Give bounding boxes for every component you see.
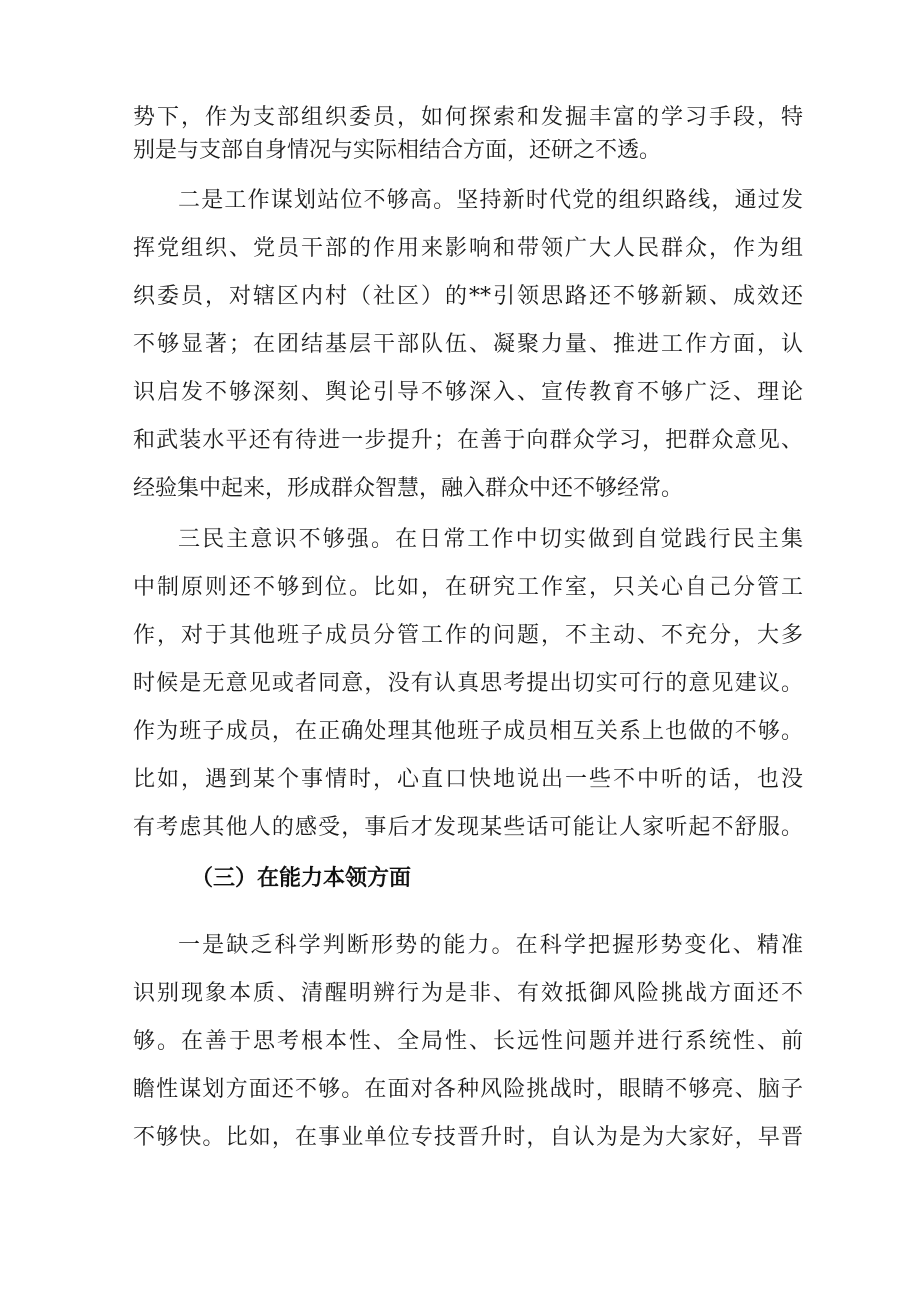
para2-line-4: 不够显著；在团结基层干部队伍、凝聚力量、推进工作方面，认 — [133, 332, 803, 357]
para2-line-3: 织委员，对辖区内村（社区）的**引领思路还不够新颖、成效还 — [133, 284, 803, 309]
para2-line-1: 二是工作谋划站位不够高。坚持新时代党的组织路线，通过发 — [178, 188, 803, 213]
para3-line-3: 作，对于其他班子成员分管工作的问题，不主动、不充分，大多 — [133, 623, 803, 648]
para2-line-7: 经验集中起来，形成群众智慧，融入群众中还不够经常。 — [133, 476, 684, 501]
para4-line-2: 识别现象本质、清醒明辨行为是非、有效抵御风险挑战方面还不 — [133, 981, 803, 1006]
para2-line-6: 和武装水平还有待进一步提升；在善于向群众学习，把群众意见、 — [133, 428, 803, 453]
para3-line-1: 三民主意识不够强。在日常工作中切实做到自觉践行民主集 — [178, 527, 803, 552]
para2-line-5: 识启发不够深刻、舆论引导不够深入、宣传教育不够广泛、理论 — [133, 380, 803, 405]
para3-line-4: 时候是无意见或者同意，没有认真思考提出切实可行的意见建议。 — [133, 671, 803, 696]
para4-line-1: 一是缺乏科学判断形势的能力。在科学把握形势变化、精准 — [178, 933, 803, 958]
section-heading: （三）在能力本领方面 — [191, 866, 412, 891]
para4-line-4: 瞻性谋划方面还不够。在面对各种风险挑战时，眼睛不够亮、脑子 — [133, 1077, 803, 1102]
para3-line-7: 有考虑其他人的感受，事后才发现某些话可能让人家听起不舒服。 — [133, 815, 803, 840]
para4-line-3: 够。在善于思考根本性、全局性、长远性问题并进行系统性、前 — [133, 1029, 803, 1054]
para3-line-6: 比如，遇到某个事情时，心直口快地说出一些不中听的话，也没 — [133, 767, 803, 792]
para3-line-2: 中制原则还不够到位。比如，在研究工作室，只关心自己分管工 — [133, 575, 803, 600]
para3-line-5: 作为班子成员，在正确处理其他班子成员相互关系上也做的不够。 — [133, 719, 803, 744]
para2-line-2: 挥党组织、党员干部的作用来影响和带领广大人民群众，作为组 — [133, 236, 803, 261]
para1-line-1: 势下，作为支部组织委员，如何探索和发掘丰富的学习手段，特 — [133, 105, 803, 130]
para4-line-5: 不够快。比如，在事业单位专技晋升时，自认为是为大家好，早晋 — [133, 1125, 803, 1150]
para1-line-2: 别是与支部自身情况与实际相结合方面，还研之不透。 — [133, 138, 662, 163]
